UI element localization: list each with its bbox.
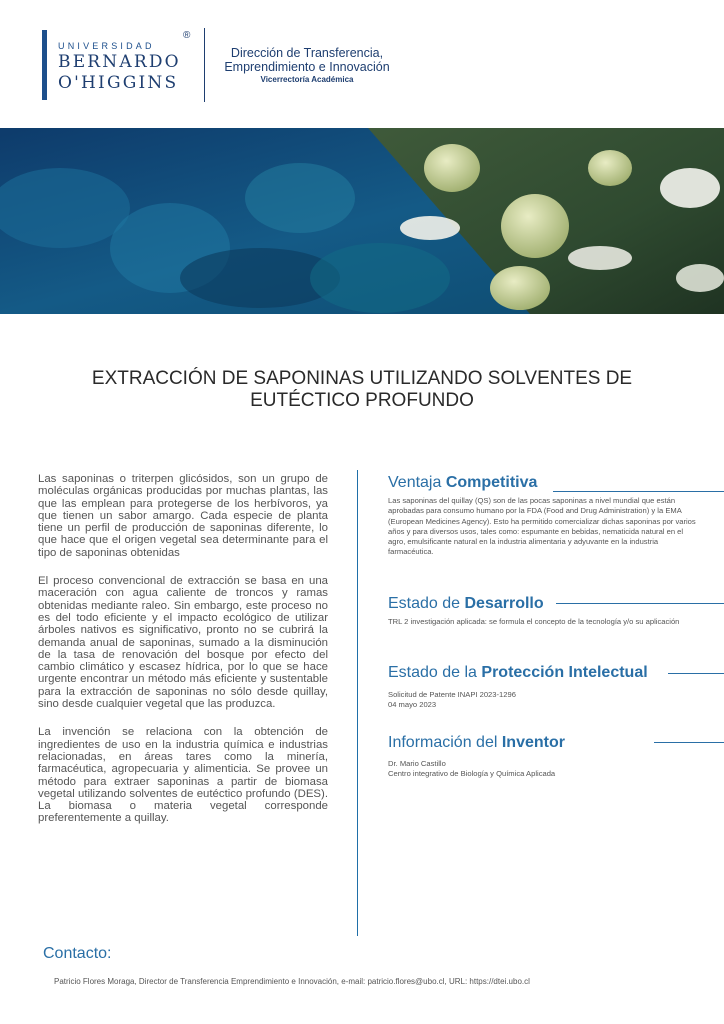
body-paragraph-3: La invención se relaciona con la obtención de ingredientes de uso en la industria química e industrias relacionadas, en áreas tares como la minería, farmacéutica, agropecuaria y alimenticia. Se provee un método para extraer saponinas a partir de biomasa vegetal utilizando solventes de eutéctico profundo (DES). La biomasa o materia vegetal corresponde preferentemente a quillay. bbox=[38, 726, 328, 825]
contact-heading: Contacto: bbox=[43, 945, 112, 962]
section-text-desarrollo: TRL 2 investigación aplicada: se formula el concepto de la tecnología y/o su aplicación bbox=[388, 617, 680, 626]
section-title-inventor: Información del Inventor bbox=[388, 734, 565, 751]
contact-text: Patricio Flores Moraga, Director de Transferencia Emprendimiento e Innovación, e-mail: patricio.flores@ubo.cl, URL: https://dtei.ubo.cl bbox=[54, 977, 530, 986]
university-name-line2: O'HIGGINS bbox=[58, 73, 179, 93]
section-rule-ventaja bbox=[553, 491, 724, 492]
body-text-column bbox=[38, 473, 328, 841]
section-title-desarrollo: Estado de Desarrollo bbox=[388, 595, 544, 612]
header-divider bbox=[204, 28, 205, 102]
patent-date: 04 mayo 2023 bbox=[388, 700, 437, 710]
body-paragraph-1: Las saponinas o triterpen glicósidos, son un grupo de moléculas orgánicas producidas por muchas plantas, las que las emplean para protegerse de los herbívoros, ya que tienen un sabor amargo. Cada especie de planta tiene un perfil de producción de saponinas diferente, lo que hace que el origen vegetal sea determinante para el tipo de saponinas obtenidas bbox=[38, 473, 328, 559]
section-text-ventaja: Las saponinas del quillay (QS) son de las pocas saponinas a nivel mundial que están aprobadas para consumo humano por la FDA (Food and Drug Administration) y la EMA (European Medicines Agency). Esto ha permitido comercializar dichas saponinas por varios años y para diversos usos, tales como: espumante en bebidas, nematicida natural en el agro, emulsificante natural en la industria alimentaria y adyuvante en la industria farmacéutica. bbox=[388, 496, 696, 557]
section-rule-proteccion bbox=[668, 673, 724, 674]
registered-mark: ® bbox=[183, 30, 191, 41]
department-subtitle: Vicerrectoría Académica bbox=[260, 75, 354, 84]
inventor-affiliation: Centro integrativo de Biología y Química Aplicada bbox=[388, 769, 556, 779]
logo-bar bbox=[42, 30, 47, 100]
department-title: Dirección de Transferencia, Emprendimiento e Innovación bbox=[224, 46, 390, 74]
banner-image bbox=[0, 128, 724, 314]
section-rule-inventor bbox=[654, 742, 724, 743]
inventor-name: Dr. Mario Castillo bbox=[388, 759, 446, 768]
university-small-label: UNIVERSIDAD bbox=[58, 41, 155, 51]
document-title: EXTRACCIÓN DE SAPONINAS UTILIZANDO SOLVENTES DE EUTÉCTICO PROFUNDO bbox=[91, 368, 633, 411]
patent-application: Solicitud de Patente INAPI 2023-1296 bbox=[388, 690, 516, 699]
section-title-ventaja: Ventaja Competitiva bbox=[388, 474, 538, 491]
column-divider bbox=[357, 470, 358, 936]
body-paragraph-2: El proceso convencional de extracción se basa en una maceración con agua caliente de troncos y ramas obtenidas mediante raleo. Sin embargo, este proceso no es del todo eficiente y el impacto ecológico de utilizar árboles nativos es significativo, pronto no se cubrirá la demanda anual de saponinas, sumado a la disminución de la tasa de renovación del bosque por efecto del cambio climático y escasez hídrica, por lo que se hace urgente encontrar un método más eficiente y sustentable para la extracción de saponinas no sólo desde quillay, sino desde cualquier vegetal que las produzca. bbox=[38, 575, 328, 711]
section-title-proteccion: Estado de la Protección Intelectual bbox=[388, 664, 648, 681]
section-rule-desarrollo bbox=[556, 603, 724, 604]
university-name-line1: BERNARDO bbox=[58, 52, 181, 72]
section-text-proteccion bbox=[388, 690, 701, 711]
section-text-inventor bbox=[388, 759, 701, 780]
